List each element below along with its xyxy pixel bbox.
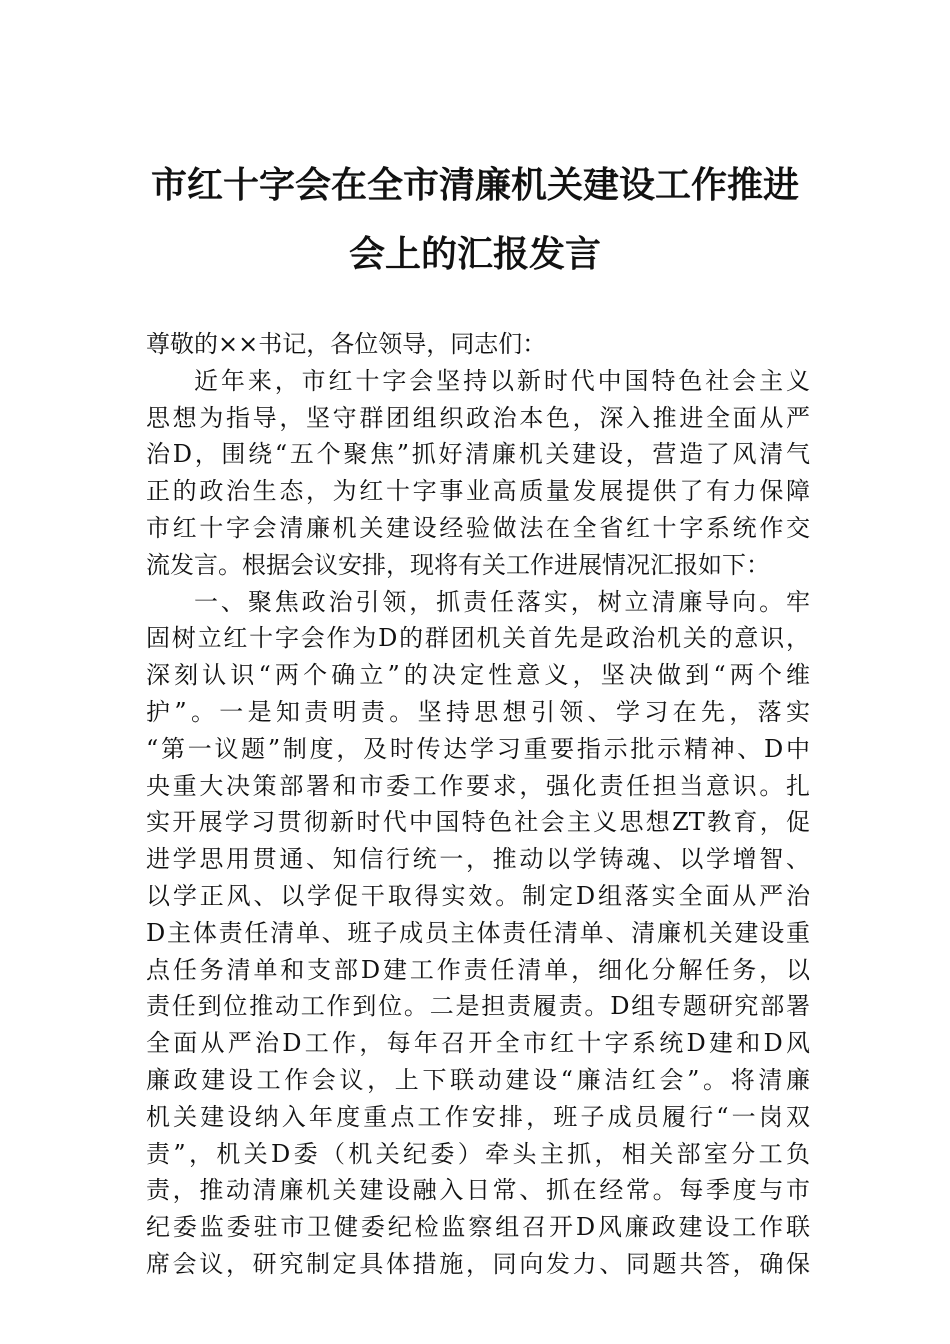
body-line: 纪委监委驻市卫健委纪检监察组召开D风廉政建设工作联 — [146, 1213, 810, 1242]
body-line: 机关建设纳入年度重点工作安排，班子成员履行“一岗双 — [146, 1102, 810, 1131]
document-title-line-2: 会上的汇报发言 — [348, 233, 601, 275]
body-line: 央重大决策部署和市委工作要求，强化责任担当意识。扎 — [146, 771, 810, 800]
body-line: D主体责任清单、班子成员主体责任清单、清廉机关建设重 — [146, 918, 810, 947]
body-line: “第一议题”制度，及时传达学习重要指示批示精神、D中 — [146, 734, 810, 763]
salutation: 尊敬的××书记，各位领导，同志们： — [146, 330, 547, 358]
body-line: 点任务清单和支部D建工作责任清单，细化分解任务，以 — [146, 955, 810, 984]
body-line: 全面从严治D工作，每年召开全市红十字系统D建和D风 — [146, 1029, 810, 1058]
body-line: 流发言。根据会议安排，现将有关工作进展情况汇报如下： — [146, 550, 770, 579]
document-body — [146, 326, 810, 1283]
body-line: 正的政治生态，为红十字事业高质量发展提供了有力保障 — [146, 477, 810, 506]
body-line: 市红十字会清廉机关建设经验做法在全省红十字系统作交 — [146, 513, 810, 542]
body-line: 思想为指导，坚守群团组织政治本色，深入推进全面从严 — [146, 403, 810, 432]
body-line: 一、聚焦政治引领，抓责任落实，树立清廉导向。牢 — [194, 587, 810, 616]
body-line: 责任到位推动工作到位。二是担责履责。D组专题研究部署 — [146, 992, 810, 1021]
body-line: 廉政建设工作会议，上下联动建设“廉洁红会”。将清廉 — [146, 1065, 810, 1094]
body-line: 固树立红十字会作为D的群团机关首先是政治机关的意识， — [146, 624, 810, 653]
body-line: 以学正风、以学促干取得实效。制定D组落实全面从严治 — [146, 881, 810, 910]
body-line: 实开展学习贯彻新时代中国特色社会主义思想ZT教育，促 — [146, 808, 810, 837]
body-line: 护”。一是知责明责。坚持思想引领、学习在先，落实 — [146, 697, 810, 726]
body-line: 责”，机关D委（机关纪委）牵头主抓，相关部室分工负 — [146, 1139, 810, 1168]
body-line: 深刻认识“两个确立”的决定性意义，坚决做到“两个维 — [146, 661, 810, 690]
body-line: 责，推动清廉机关建设融入日常、抓在经常。每季度与市 — [146, 1176, 810, 1205]
body-line: 席会议，研究制定具体措施，同向发力、同题共答，确保 — [146, 1249, 810, 1278]
document-title-line-1: 市红十字会在全市清廉机关建设工作推进 — [150, 164, 799, 206]
body-line: 近年来，市红十字会坚持以新时代中国特色社会主义 — [194, 366, 810, 395]
body-line: 治D，围绕“五个聚焦”抓好清廉机关建设，营造了风清气 — [146, 440, 810, 469]
body-line: 进学思用贯通、知信行统一，推动以学铸魂、以学增智、 — [146, 845, 810, 874]
